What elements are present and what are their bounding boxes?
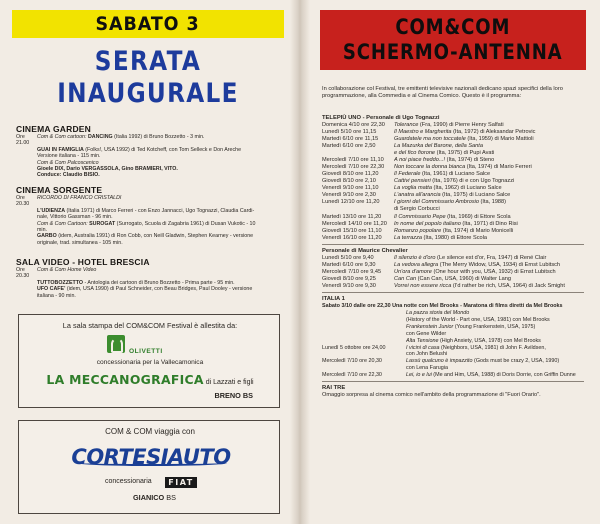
screening-row <box>16 240 286 246</box>
schedule-row <box>322 365 592 372</box>
screening-time: Ore 20.30 <box>16 267 30 280</box>
event-cinema-garden <box>16 124 286 179</box>
venue-heading: SALA VIDEO - HOTEL BRESCIA <box>16 257 150 267</box>
screening-text: Com & Com Cartoon: <box>37 220 90 227</box>
schedule-row <box>322 178 592 185</box>
schedule-row <box>322 214 592 221</box>
screening-text: min. <box>37 227 48 234</box>
italia1-marathon: Sabato 3/10 dalle ore 22,30 Una notte con Mel Brooks - Maratona di films diretti da Mel Brooks <box>322 303 563 310</box>
screening-text: nale, Vittorio Gassman - 96 min. <box>37 214 113 221</box>
screening-row <box>16 267 286 280</box>
meccanografica-subtitle: di Lazzati e figli <box>203 379 254 386</box>
chevalier-schedule <box>322 255 592 290</box>
screening-row <box>16 195 286 208</box>
film-details: (Ita, 1969) di Ettore Scola <box>445 213 511 220</box>
italia1-schedule <box>322 310 592 379</box>
film-title: La Mazurka del Barone, della Santa <box>394 143 483 150</box>
schedule-film <box>394 157 592 164</box>
film-title: Guardatele ma non toccatele <box>394 136 466 143</box>
film-title: L'anatra all'arancia <box>394 192 441 199</box>
sponsor-intro-text: La sala stampa del COM&COM Festival è allestita da: <box>62 321 238 330</box>
schedule-film <box>394 129 592 136</box>
event-cinema-sorgente <box>16 185 286 246</box>
schedule-date <box>322 365 406 372</box>
screening-text: Com & Com Palcoscenico <box>37 159 99 166</box>
screening-time <box>16 240 37 246</box>
film-details: (Ita, 1988) <box>478 199 507 206</box>
divider <box>322 381 584 382</box>
schedule-film <box>394 221 592 228</box>
film-title: Il Federale <box>394 171 421 178</box>
schedule-film <box>394 164 592 171</box>
screening-text: italiana - 90 min. <box>37 292 76 299</box>
schedule-film <box>394 178 592 185</box>
film-title: I giorni del Commissario Ambrosio <box>394 199 479 206</box>
film-details: (Can Can, USA, 1960) di Walter Lang <box>416 275 512 282</box>
schedule-date: Giovedì 8/10 ore 2,10 <box>322 178 376 185</box>
film-title: Vorrei non essere ricca <box>394 282 452 289</box>
screening-text: (Italia 1971) di Marco Ferreri - con Enzo Jannacci, Ugo Tognazzi, Claudia Cardi- <box>65 207 255 214</box>
schedule-film <box>394 192 592 199</box>
screening-row <box>16 172 286 178</box>
cortesiauto-logo <box>71 443 231 471</box>
section-banner-line1: COM&COM <box>395 15 511 39</box>
schedule-film <box>406 310 592 317</box>
schedule-row <box>322 235 592 242</box>
screening-text: GARBO <box>37 233 57 240</box>
film-details: (Ita, 1975) di Luciano Salce <box>440 192 511 199</box>
screening-text: (Surrogato, Scuola di Zagabria 1961) di Dusan Vukotic - 10 <box>115 220 256 227</box>
film-details: (Ita, 1974) di Mario Ferreri <box>465 164 532 171</box>
film-title: Romanzo popolare <box>394 227 442 234</box>
screening-time <box>16 293 37 299</box>
screening-text: UFO CAFE' <box>37 286 66 293</box>
intro-paragraph: In collaborazione col Festival, tre emittenti televisive nazionali dedicano spazi specifici della loro programmazione, alla Commedia e al Cinema Comico. Questo è il programma: <box>322 86 563 99</box>
schedule-row <box>322 338 592 345</box>
screening-description <box>37 134 286 147</box>
schedule-date: Mercoledì 7/10 ore 9,45 <box>322 268 382 275</box>
evening-title-line1: SERATA <box>94 46 202 77</box>
film-details: (Neighbors, USA, 1981) di John F. Avildsen, <box>439 344 546 351</box>
schedule-date: Venerdì 9/10 ore 9,30 <box>322 282 376 289</box>
tv-schedule <box>322 115 592 399</box>
schedule-date: Mercoledì 7/10 ore 22,30 <box>322 164 385 171</box>
fiat-logo: FIAT <box>165 477 197 488</box>
film-details: (Ita, 1971) di Dino Risi <box>460 220 518 227</box>
film-details: (I'd rather be rich, USA, 1964) di Jack Smight <box>451 282 565 289</box>
film-title: Un'ora d'amore <box>394 268 432 275</box>
olivetti-logo-icon <box>107 335 125 353</box>
schedule-date: Domenica 4/10 ore 22,30 <box>322 122 385 129</box>
film-details: (Gods must be crazy 2, USA, 1990) <box>472 358 560 365</box>
schedule-date: Lunedì 5/10 ore 9,40 <box>322 254 374 261</box>
schedule-film <box>394 122 592 129</box>
schedule-film <box>394 262 592 269</box>
schedule-date: Venerdì 9/10 ore 11,10 <box>322 185 379 192</box>
section-banner-line2: SCHERMO-ANTENNA <box>343 40 563 64</box>
schedule-date: Venerdì 16/10 ore 11,20 <box>322 234 382 241</box>
schedule-date <box>322 338 406 345</box>
schedule-row <box>322 129 592 136</box>
film-details: (Ita, 1975) di Pupi Avati <box>435 150 495 157</box>
schedule-row <box>322 255 592 262</box>
schedule-row <box>322 351 592 358</box>
schedule-date: Mercoledì 7/10 ore 11,10 <box>322 157 384 164</box>
day-banner <box>12 10 284 38</box>
film-title: Cattivi pensieri <box>394 178 431 185</box>
film-details: (One hour with you, USA, 1932) di Ernst Lubitsch <box>431 268 556 275</box>
film-title: A noi piace freddo...! <box>394 157 446 164</box>
schedule-film <box>394 150 592 157</box>
schedule-date: Venerdì 9/10 ore 2,30 <box>322 192 376 199</box>
film-title: Il Commissario Pepe <box>394 213 446 220</box>
schedule-film <box>406 365 592 372</box>
schedule-row <box>322 122 592 129</box>
screening-description <box>37 293 286 299</box>
screening-text: SUROGAT <box>89 220 116 227</box>
film-details: (Le silence est d'or, Fra, 1947) di René Clair <box>435 254 547 261</box>
sponsor2-city <box>133 493 176 502</box>
schedule-row <box>322 150 592 157</box>
page-fold <box>290 0 310 524</box>
film-title: In nome del popolo italiano <box>394 220 461 227</box>
schedule-row <box>322 221 592 228</box>
film-details: (Ita, 1976) di e con Ugo Tognazzi <box>430 178 515 185</box>
screening-text: (idem, USA 1990) di Paul Schneider, con Beau Bridges, Paul Dooley - versione <box>65 286 253 293</box>
schedule-date: Mercoledì 7/10 ore 20,30 <box>322 358 382 365</box>
sponsor-box-olivetti <box>18 314 280 408</box>
film-details: (Ita, 1961) di Luciano Salce <box>420 171 491 178</box>
film-title: Non toccare la donna bianca <box>394 164 466 171</box>
film-details: (Ita, 1974) di Steno <box>445 157 495 164</box>
sponsor-dealer-text: concessionaria per la Vallecamonica <box>96 359 204 366</box>
schedule-row <box>322 276 592 283</box>
schedule-date: Martedì 6/10 ore 2,50 <box>322 143 376 150</box>
film-title: Tolerance <box>394 122 419 129</box>
schedule-film <box>394 143 592 150</box>
event-sala-video <box>16 257 286 299</box>
raitre-heading: RAI TRE <box>322 385 346 392</box>
schedule-date: Martedì 6/10 ore 9,30 <box>322 261 376 268</box>
screening-text: (Folks!, USA 1992) di Ted Kotcheff, con Tom Selleck e Don Areche <box>83 146 242 153</box>
screening-description <box>37 267 286 280</box>
schedule-date: Lunedì 5/10 ore 11,15 <box>322 129 377 136</box>
evening-title-line2: INAUGURALE <box>57 78 239 109</box>
screening-text: Com & Com Home Video <box>37 267 97 273</box>
schedule-row <box>322 164 592 171</box>
screening-text: Versione italiana - 115 min. <box>37 153 101 160</box>
screening-description <box>37 195 286 208</box>
screening-text: (idem, Australia 1991) di Ron Cobb, con Neill Gladwin, Stephen Kearney - versione <box>56 233 254 240</box>
schedule-date <box>322 351 406 358</box>
schedule-film <box>394 185 592 192</box>
schedule-date <box>322 310 406 317</box>
sponsor-box-cortesiauto <box>18 420 280 514</box>
schedule-date <box>322 150 394 157</box>
schedule-film <box>406 351 592 358</box>
film-title: Lassù qualcuno è impazzito <box>406 358 473 365</box>
film-details: (Ita, 1980) di Ettore Scola <box>421 234 487 241</box>
schedule-row <box>322 283 592 290</box>
schedule-date <box>322 324 406 331</box>
schedule-row <box>322 157 592 164</box>
schedule-film <box>394 276 592 283</box>
film-title: e del fico fiorone <box>394 150 436 157</box>
schedule-row <box>322 345 592 352</box>
screening-text: L'UDIENZA <box>37 207 66 214</box>
schedule-row <box>322 143 592 150</box>
screening-text: RICORDO DI FRANCO CRISTALDI <box>37 195 122 201</box>
schedule-film <box>394 283 592 290</box>
schedule-date <box>322 206 394 213</box>
film-details: (Ita, 1959) di Mario Mattioli <box>465 136 534 143</box>
sponsor2-city-province: BS <box>164 493 176 502</box>
schedule-date: Giovedì 8/10 ore 9,25 <box>322 275 376 282</box>
olivetti-brand: OLIVETTI <box>129 348 163 355</box>
schedule-film <box>394 269 592 276</box>
schedule-row <box>322 324 592 331</box>
sponsor-dealer-label: concessionaria <box>105 478 152 485</box>
screening-time: Ore 21.00 <box>16 134 30 147</box>
film-title: Il silenzio è d'oro <box>394 254 436 261</box>
film-details: con Gene Wilder <box>406 330 447 337</box>
film-details: con Lena Farugia <box>406 365 448 372</box>
schedule-row <box>322 206 592 213</box>
sponsor-city: BRENO BS <box>214 391 253 400</box>
film-title: La vedova allegra <box>394 261 439 268</box>
schedule-row <box>322 372 592 379</box>
swoosh-icon <box>77 460 227 466</box>
italia1-heading: ITALIA 1 <box>322 295 345 302</box>
schedule-row <box>322 269 592 276</box>
schedule-date <box>322 317 406 324</box>
film-details: di Sergio Corbucci <box>394 206 440 213</box>
screening-time <box>16 172 37 178</box>
schedule-film <box>394 136 592 143</box>
schedule-row <box>322 136 592 143</box>
film-details: (History of the World - Part one, USA, 1981) con Mel Brooks <box>406 316 550 323</box>
schedule-film <box>406 324 592 331</box>
screening-row <box>16 293 286 299</box>
film-title: Lei, io e lui <box>406 372 432 379</box>
telepiu-heading: TELEPIÙ UNO - Personale di Ugo Tognazzi <box>322 115 440 121</box>
schedule-film <box>394 206 592 213</box>
schedule-film <box>394 214 592 221</box>
sponsor2-city-name: GIANICO <box>133 493 165 502</box>
schedule-film <box>394 235 592 242</box>
film-title: La terrazza <box>394 234 422 241</box>
raitre-text <box>322 392 592 399</box>
film-details: (Ita, 1974) di Mario Monicelli <box>441 227 514 234</box>
screening-row <box>16 134 286 147</box>
screening-text: Conduce: Claudio BISIO. <box>37 172 100 179</box>
raitre-description: Omaggio sorpresa al cinema comico nell'ambito della programmazione di "Fuori Orario". <box>322 392 541 399</box>
meccanografica-name <box>19 371 281 389</box>
schedule-film <box>406 372 592 379</box>
film-title: La voglia matta <box>394 185 432 192</box>
schedule-date <box>322 331 406 338</box>
film-title: Alta Tensione <box>406 337 439 344</box>
schedule-row <box>322 262 592 269</box>
screening-text: TUTTOBOZZETTO <box>37 279 84 286</box>
section-banner <box>320 10 586 70</box>
schedule-film <box>406 317 592 324</box>
film-details: (High Anxiety, USA, 1978) con Mel Brooks <box>438 337 541 344</box>
schedule-film <box>394 228 592 235</box>
chevalier-heading: Personale di Maurice Chevalier <box>322 247 408 254</box>
screening-text: Gioele DIX, Dario VERGASSOLA, Gino BRAMIERI, VITO. <box>37 166 178 173</box>
day-banner-text: SABATO 3 <box>95 13 201 35</box>
venue-heading: CINEMA GARDEN <box>16 124 92 134</box>
schedule-date: Giovedì 8/10 ore 11,20 <box>322 171 379 178</box>
schedule-film <box>394 199 592 206</box>
schedule-row <box>322 310 592 317</box>
schedule-row <box>322 185 592 192</box>
film-details: (The Merry Widow, USA, 1934) di Ernst Lubitsch <box>438 261 561 268</box>
divider <box>322 292 584 293</box>
schedule-film <box>406 331 592 338</box>
screening-time: Ore 20.30 <box>16 195 30 208</box>
schedule-row <box>322 171 592 178</box>
film-title: Can Can <box>394 275 417 282</box>
screening-text: originale, trad. simultanea - 105 min. <box>37 239 123 246</box>
film-details: (Me and Him, USA, 1988) di Doris Dorrie, con Griffin Dunne <box>431 372 576 379</box>
film-title: Frankenstein Junior <box>406 323 454 330</box>
film-title: I vicini di casa <box>406 344 440 351</box>
venue-heading: CINEMA SORGENTE <box>16 185 103 195</box>
schedule-date: Martedì 6/10 ore 11,15 <box>322 136 379 143</box>
screening-text: DANCING <box>87 134 113 140</box>
screening-description <box>37 172 286 178</box>
meccanografica-brand: LA MECCANOGRAFICA <box>46 372 204 387</box>
cortesiauto-brand: CORTESIAUTO <box>71 445 231 469</box>
screening-text: GUAI IN FAMIGLIA <box>37 146 84 153</box>
schedule-film <box>394 171 592 178</box>
screening-text: (Italia 1992) di Bruno Bozzetto - 3 min. <box>112 134 205 140</box>
telepiu-schedule <box>322 122 592 241</box>
schedule-row <box>322 358 592 365</box>
film-details: (Ita, 1962) di Luciano Salce <box>431 185 502 192</box>
film-details: (Young Frankenstein, USA, 1975) <box>453 323 536 330</box>
schedule-film <box>406 358 592 365</box>
schedule-film <box>406 338 592 345</box>
screening-text: - Antologia dei cartoon di Bruno Bozzetto - Prima parte - 95 min. <box>83 279 235 286</box>
schedule-date: Lunedì 5 ottobre ore 24,00 <box>322 344 386 351</box>
schedule-film <box>406 345 592 352</box>
screening-description <box>37 240 286 246</box>
schedule-date: Mercoledì 7/10 ore 22,30 <box>322 372 382 379</box>
film-details: (Ita, 1972) di Aleksandar Petrovic <box>451 129 536 136</box>
schedule-row <box>322 317 592 324</box>
schedule-row <box>322 192 592 199</box>
sponsor-travel-text: COM & COM viaggia con <box>105 427 195 436</box>
divider <box>322 244 584 245</box>
schedule-row <box>322 199 592 206</box>
schedule-film <box>394 255 592 262</box>
schedule-date: Martedì 13/10 ore 11,20 <box>322 213 382 220</box>
schedule-date: Lunedì 12/10 ore 11,20 <box>322 199 380 206</box>
film-title: Il Maestro e Margherita <box>394 129 452 136</box>
schedule-row <box>322 228 592 235</box>
schedule-date: Giovedì 15/10 ore 11,10 <box>322 227 382 234</box>
film-details: (Fra, 1990) di Pierre Henry Salfati <box>418 122 504 129</box>
film-details: con John Belushi <box>406 351 448 358</box>
schedule-row <box>322 331 592 338</box>
film-title: La pazza storia del Mondo <box>406 310 470 317</box>
schedule-date: Mercoledì 14/10 ore 11,20 <box>322 220 387 227</box>
screening-text: Com & Com cartoon: <box>37 134 88 140</box>
